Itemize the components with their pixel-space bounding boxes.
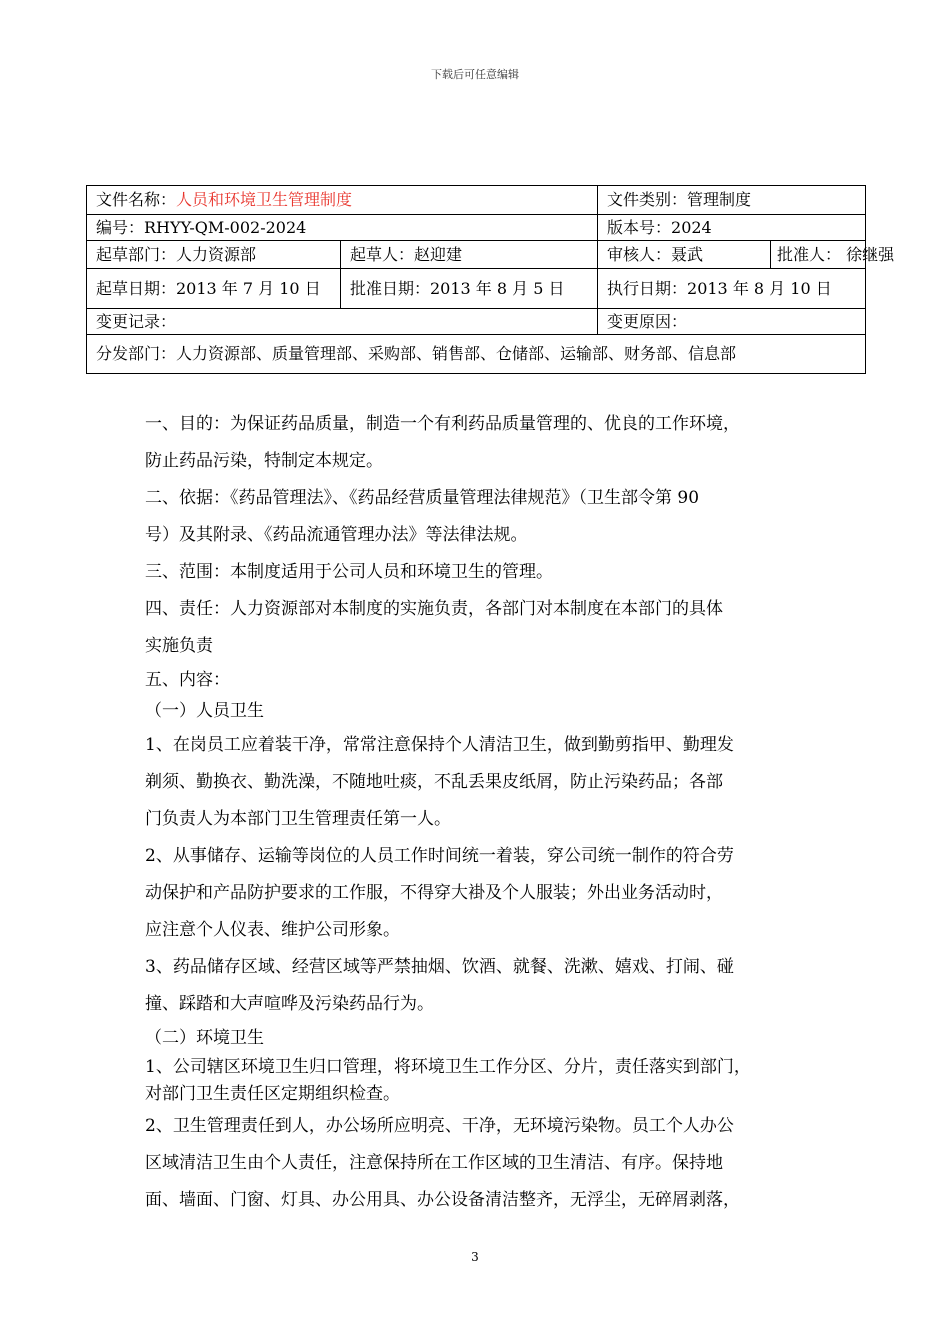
- paragraph-line: 3、药品储存区域、经营区域等严禁抽烟、饮酒、就餐、洗漱、嬉戏、打闹、碰: [145, 957, 734, 977]
- table-row: [87, 186, 866, 215]
- approver-cell: 批准人： 徐继强: [771, 241, 866, 269]
- header-note: 下载后可任意编辑: [431, 68, 519, 81]
- paragraph-line: 号）及其附录、《药品流通管理办法》等法律法规。: [145, 525, 528, 545]
- change-record-cell: 变更记录：: [87, 309, 598, 335]
- paragraph-line: 撞、踩踏和大声喧哗及污染药品行为。: [145, 994, 434, 1014]
- document-body: [145, 406, 825, 1219]
- version-cell: 版本号：2024: [598, 215, 866, 241]
- draft-dept-cell: 起草部门：人力资源部: [87, 241, 341, 269]
- table-row: [87, 241, 866, 269]
- paragraph-line: 面、墙面、门窗、灯具、办公用具、办公设备清洁整齐，无浮尘，无碎屑剥落，: [145, 1190, 740, 1210]
- table-row: [87, 335, 866, 374]
- paragraph-line: 应注意个人仪表、维护公司形象。: [145, 920, 400, 940]
- table-row: [87, 269, 866, 309]
- distribution-cell: 分发部门：人力资源部、质量管理部、采购部、销售部、仓储部、运输部、财务部、信息部: [87, 335, 866, 374]
- paragraph-line: 2、从事储存、运输等岗位的人员工作时间统一着装，穿公司统一制作的符合劳: [145, 846, 734, 866]
- paragraph-line: 实施负责: [145, 636, 213, 656]
- paragraph-line: 剃须、勤换衣、勤洗澡，不随地吐痰，不乱丢果皮纸屑，防止污染药品；各部: [145, 772, 723, 792]
- doc-number-cell: 编号：RHYY-QM-002-2024: [87, 215, 598, 241]
- doc-name-label: 文件名称：: [96, 190, 177, 210]
- doc-name-value: 人员和环境卫生管理制度: [176, 190, 353, 210]
- document-info-table: [86, 185, 895, 374]
- exec-date-cell: 执行日期：2013 年 8 月 10 日: [598, 269, 866, 309]
- drafter-cell: 起草人：赵迎建: [341, 241, 598, 269]
- table-row: [87, 309, 866, 335]
- paragraph-line: 2、卫生管理责任到人，办公场所应明亮、干净，无环境污染物。员工个人办公: [145, 1116, 734, 1136]
- draft-date-cell: 起草日期：2013 年 7 月 10 日: [87, 269, 341, 309]
- change-reason-cell: 变更原因：: [598, 309, 866, 335]
- section-heading: （一）人员卫生: [145, 701, 264, 721]
- paragraph-line: 四、责任：人力资源部对本制度的实施负责，各部门对本制度在本部门的具体: [145, 599, 723, 619]
- paragraph-line: 1、在岗员工应着装干净，常常注意保持个人清洁卫生，做到勤剪指甲、勤理发: [145, 735, 734, 755]
- approve-date-cell: 批准日期：2013 年 8 月 5 日: [341, 269, 598, 309]
- section-heading: （二）环境卫生: [145, 1028, 264, 1048]
- reviewer-cell: 审核人：聂武: [598, 241, 771, 269]
- paragraph-line: 防止药品污染，特制定本规定。: [145, 451, 383, 471]
- paragraph-line: 五、内容：: [145, 670, 230, 690]
- paragraph-line: 动保护和产品防护要求的工作服，不得穿大褂及个人服装；外出业务活动时，: [145, 883, 723, 903]
- paragraph-line: 门负责人为本部门卫生管理责任第一人。: [145, 809, 451, 829]
- page-number: 3: [471, 1250, 479, 1264]
- paragraph-line: 三、范围：本制度适用于公司人员和环境卫生的管理。: [145, 562, 553, 582]
- paragraph-line: 二、依据：《药品管理法》、《药品经营质量管理法律规范》（卫生部令第 90: [145, 488, 700, 508]
- paragraph-line: 1、公司辖区环境卫生归口管理，将环境卫生工作分区、分片，责任落实到部门，: [145, 1057, 751, 1077]
- doc-type-cell: 文件类别：管理制度: [598, 186, 866, 215]
- doc-name-cell: [87, 186, 598, 215]
- paragraph-line: 一、目的：为保证药品质量，制造一个有利药品质量管理的、优良的工作环境，: [145, 414, 740, 434]
- table-row: [87, 215, 866, 241]
- paragraph-line: 对部门卫生责任区定期组织检查。: [145, 1084, 400, 1104]
- paragraph-line: 区域清洁卫生由个人责任，注意保持所在工作区域的卫生清洁、有序。保持地: [145, 1153, 723, 1173]
